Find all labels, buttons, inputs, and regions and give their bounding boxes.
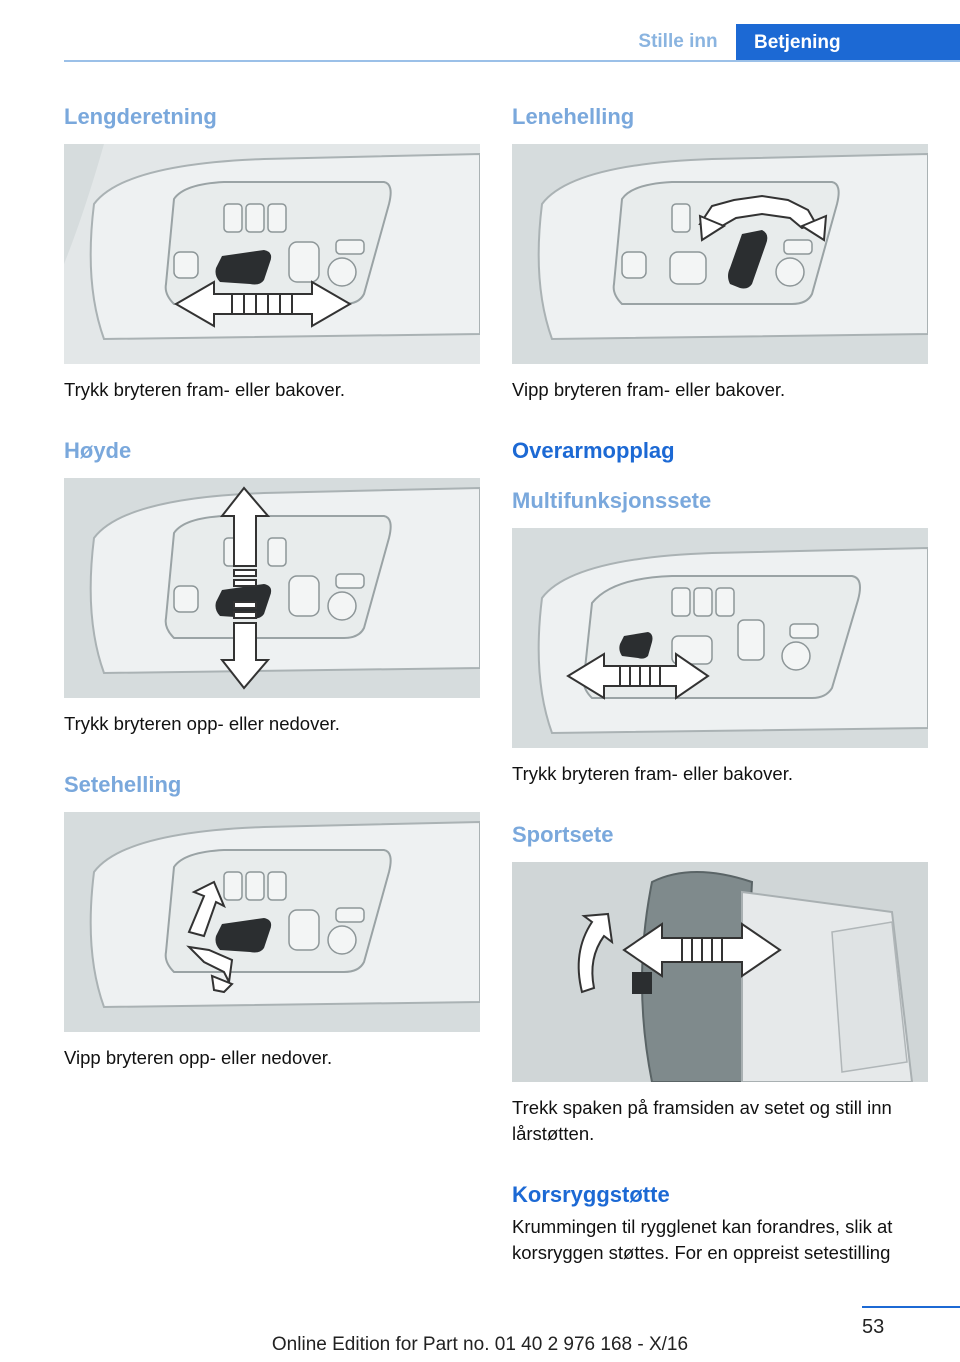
- edition-line: Online Edition for Part no. 01 40 2 976 168 - X/16: [271, 1334, 689, 1355]
- figure-multifunction-seat: [512, 528, 928, 748]
- heading-hoyde: Høyde: [64, 438, 132, 463]
- heading-setehelling: Setehelling: [64, 772, 182, 797]
- figure-sport-seat-thigh-support: [512, 862, 928, 1082]
- caption-multifunksjonssete: Trykk bryteren fram- eller bakover.: [512, 763, 794, 784]
- figure-seat-up-down: [64, 478, 480, 698]
- caption-lengderetning: Trykk bryteren fram- eller bakover.: [64, 379, 346, 400]
- caption-setehelling: Vipp bryteren opp- eller nedover.: [64, 1047, 333, 1068]
- figure-seat-tilt: [64, 812, 480, 1032]
- body-korsryggstotte: Krummingen til rygglenet kan forandres, slik at korsryggen støttes. For en oppreist setestilling: [512, 1216, 893, 1263]
- heading-overarmopplag: Overarmopplag: [512, 438, 675, 463]
- figure-seat-forward-back: [64, 144, 480, 364]
- heading-korsryggstotte: Korsryggstøtte: [512, 1182, 670, 1207]
- heading-multifunksjonssete: Multifunksjonssete: [512, 488, 712, 513]
- heading-sportsete: Sportsete: [512, 822, 614, 847]
- caption-lenehelling: Vipp bryteren fram- eller bakover.: [512, 379, 786, 400]
- header-rule: [64, 60, 960, 62]
- figure-backrest-tilt: [512, 144, 928, 364]
- page-number: 53: [862, 1316, 885, 1338]
- header-tab-stille-inn: Stille inn: [638, 31, 718, 52]
- heading-lenehelling: Lenehelling: [512, 104, 635, 129]
- heading-lengderetning: Lengderetning: [64, 104, 217, 129]
- header-tab-betjening: Betjening: [736, 24, 960, 62]
- footer-rule: [862, 1306, 960, 1308]
- caption-sportsete: Trekk spaken på framsiden av setet og still inn lårstøtten.: [512, 1097, 892, 1144]
- caption-hoyde: Trykk bryteren opp- eller nedover.: [64, 713, 340, 734]
